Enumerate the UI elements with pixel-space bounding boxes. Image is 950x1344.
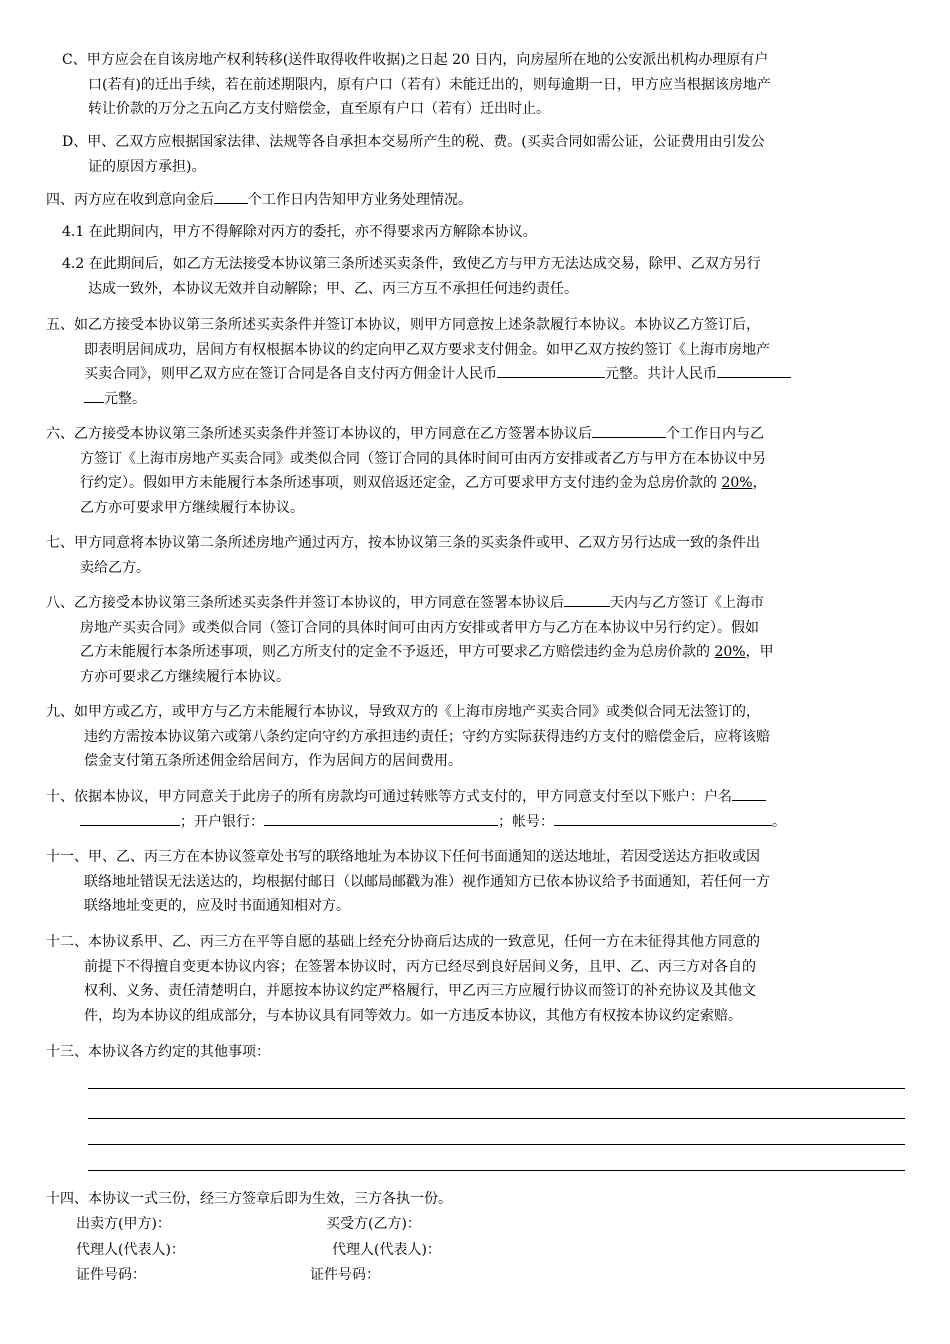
clause-text: 乙方未能履行本条所述事项，则乙方所支付的定金不予返还，甲方可要求乙方赔偿违约金为总房价款的 [80, 644, 715, 660]
clause-text: 买卖合同》，则甲乙双方应在签订合同是各自支付丙方佣金计人民币 [84, 366, 497, 382]
text-line: 九、如甲方或乙方，或甲方与乙方未能履行本协议，导致双方的《上海市房地产买卖合同》或类似合同无法签订的， [46, 704, 760, 720]
penalty-percent: 20% [714, 644, 746, 660]
seller-agent-label: 代理人(代表人)： [76, 1242, 185, 1258]
clause-9 [46, 700, 770, 774]
clause-text: 元整。共计人民币 [605, 366, 717, 382]
text-line [80, 471, 767, 496]
bank-label: ；开户银行： [180, 813, 264, 830]
blank-total[interactable] [717, 362, 791, 378]
text-line [46, 591, 774, 616]
clause-text: ， [752, 475, 767, 491]
clause-12 [46, 930, 760, 1028]
text-line: 十四、本协议一式三份，经三方签章后即为生效，三方各执一份。 [46, 1191, 452, 1207]
text-line: 十一、甲、乙、丙三方在本协议签章处书写的联络地址为本协议下任何书面通知的送达地址，若因受送达方拒收或因 [46, 849, 760, 865]
clause-text: 天内与乙方签订《上海市 [610, 595, 764, 611]
other-terms-line[interactable] [88, 1170, 905, 1171]
text-line: 方签订《上海市房地产买卖合同》或类似合同（签订合同的具体时间可由丙方安排或者乙方与甲方在本协议中另 [80, 450, 766, 467]
clause-d [62, 130, 765, 179]
text-line: 权利、义务、责任清楚明白，并愿按本协议约定严格履行，甲乙丙三方应履行协议而签订的补充协议及其他文 [84, 983, 756, 999]
clause-text: 行约定）。假如甲方未能履行本条所述事项，则双倍返还定金，乙方可要求甲方支付违约金为总房价款的 [80, 475, 722, 491]
blank-days[interactable] [564, 591, 610, 607]
clause-text: 。 [772, 813, 786, 830]
clause-text: 八、乙方接受本协议第三条所述买卖条件并签订本协议的，甲方同意在签署本协议后 [46, 595, 564, 611]
blank-total-cont[interactable] [84, 387, 104, 403]
text-line: 违约方需按本协议第六或第八条约定向守约方承担违约责任；守约方实际获得违约方支付的赔偿金后，应将该赔 [84, 728, 770, 745]
buyer-agent-label: 代理人(代表人)： [332, 1242, 441, 1258]
clause-text: 四、丙方应在收到意向金后 [46, 192, 214, 208]
text-line: 联络地址错误无法送达的，均根据付邮日（以邮局邮戳为准）视作通知方已依本协议给予书面通知，若任何一方 [84, 873, 770, 890]
blank-workdays[interactable] [592, 422, 666, 438]
clause-11 [46, 845, 770, 919]
clause-text: 六、乙方接受本协议第三条所述买卖条件并签订本协议的，甲方同意在乙方签署本协议后 [46, 426, 592, 442]
text-line [80, 640, 774, 665]
text-line: 转让价款的万分之五向乙方支付赔偿金，直至原有户口（若有）迁出时止。 [88, 101, 550, 117]
text-line [84, 362, 791, 387]
penalty-percent: 20% [721, 475, 753, 491]
text-line: 4.1 在此期间内，甲方不得解除对丙方的委托，亦不得要求丙方解除本协议。 [62, 224, 537, 240]
clause-text: 个工作日内告知甲方业务处理情况。 [248, 192, 472, 208]
clause-text: 个工作日内与乙 [666, 426, 764, 442]
text-line: 联络地址变更的，应及时书面通知相对方。 [84, 898, 350, 914]
text-line: 件，均为本协议的组成部分，与本协议具有同等效力。如一方违反本协议，其他方有权按本协议约定索赔。 [84, 1007, 742, 1024]
text-line: 七、甲方同意将本协议第二条所述房地产通过丙方，按本协议第三条的买卖条件或甲、乙双方另行达成一致的条件出 [46, 535, 760, 551]
clause-text: ，甲 [745, 644, 774, 660]
account-name-field[interactable] [732, 785, 766, 801]
seller-id-label: 证件号码： [76, 1267, 146, 1283]
text-line: 4.2 在此期间后，如乙方无法接受本协议第三条所述买卖条件，致使乙方与甲方无法达成交易，除甲、乙双方另行 [62, 256, 761, 272]
other-terms-line[interactable] [88, 1088, 905, 1089]
text-line: 达成一致外，本协议无效并自动解除；甲、乙、丙三方互不承担任何违约责任。 [88, 280, 578, 297]
clause-13 [46, 1040, 270, 1065]
text-line: 偿金支付第五条所述佣金给居间方，作为居间方的居间费用。 [84, 753, 462, 769]
blank-field[interactable] [214, 188, 248, 204]
clause-5 [46, 313, 791, 411]
text-line: 五、如乙方接受本协议第三条所述买卖条件并签订本协议，则甲方同意按上述条款履行本协议。本协议乙方签订后， [46, 317, 760, 333]
account-name-field-cont[interactable] [80, 810, 180, 826]
buyer-label: 买受方(乙方)： [326, 1216, 421, 1232]
clause-text: 元整。 [104, 390, 146, 407]
text-line: 房地产买卖合同》或类似合同（签订合同的具体时间可由丙方安排或者甲方与乙方在本协议中另行约定）。假如 [80, 619, 759, 636]
buyer-id-label: 证件号码： [310, 1267, 380, 1283]
text-line [84, 387, 791, 412]
text-line: 方亦可要求乙方继续履行本协议。 [80, 668, 290, 685]
other-terms-line[interactable] [88, 1118, 905, 1119]
clause-4-1 [62, 220, 537, 245]
text-line [46, 422, 767, 447]
text-line: 口(若有)的迁出手续，若在前述期限内，原有户口（若有）未能迁出的，则每逾期一日，甲方应当根据该房地产 [88, 76, 771, 93]
text-line: 乙方亦可要求甲方继续履行本协议。 [80, 499, 304, 516]
text-line [80, 810, 786, 835]
clause-10 [46, 785, 786, 834]
text-line: D、甲、乙双方应根据国家法律、法规等各自承担本交易所产生的税、费。(买卖合同如需公证，公证费用由引发公 [62, 134, 765, 150]
bank-field[interactable] [264, 810, 498, 826]
clause-c [62, 48, 771, 122]
other-terms-line[interactable] [88, 1144, 905, 1145]
clause-7 [46, 531, 760, 580]
clause-8 [46, 591, 774, 689]
blank-commission[interactable] [497, 362, 605, 378]
seller-label: 出卖方(甲方)： [76, 1216, 171, 1232]
clause-4 [46, 188, 472, 213]
account-label: ；帐号： [498, 813, 554, 830]
text-line: 证的原因方承担)。 [88, 158, 206, 175]
text-line: 十二、本协议系甲、乙、丙三方在平等自愿的基础上经充分协商后达成的一致意见，任何一方在未征得其他方同意的 [46, 934, 760, 950]
account-number-field[interactable] [554, 810, 772, 826]
clause-14 [46, 1187, 452, 1212]
clause-4-2 [62, 252, 761, 301]
clause-text: 十、依据本协议，甲方同意关于此房子的所有房款均可通过转账等方式支付的，甲方同意支付至以下账户：户名 [46, 789, 732, 805]
text-line: 前提下不得擅自变更本协议内容；在签署本协议时，丙方已经尽到良好居间义务，且甲、乙、丙三方对各自的 [84, 958, 756, 975]
clause-6 [46, 422, 767, 520]
text-line: C、甲方应会在自该房地产权利转移(送件取得收件收据)之日起 20 日内，向房屋所在地的公安派出机构办理原有户 [62, 52, 769, 68]
text-line [46, 785, 786, 810]
text-line [46, 188, 472, 213]
text-line: 卖给乙方。 [80, 559, 150, 576]
text-line: 即表明居间成功，居间方有权根据本协议的约定向甲乙双方要求支付佣金。如甲乙双方按约签订《上海市房地产 [84, 341, 770, 358]
text-line: 十三、本协议各方约定的其他事项： [46, 1044, 270, 1060]
